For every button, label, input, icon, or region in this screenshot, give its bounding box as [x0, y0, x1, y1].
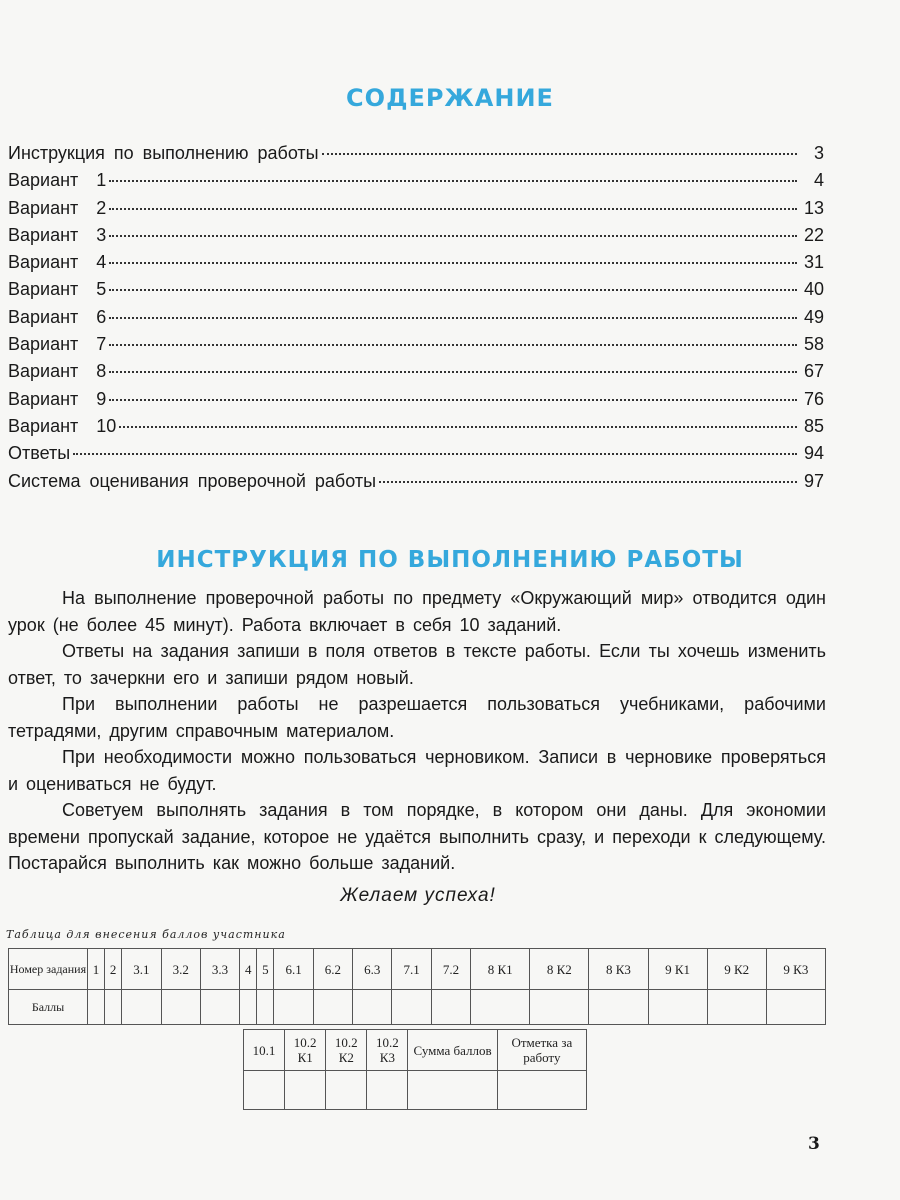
- toc-item-title: Вариант 7: [8, 334, 107, 355]
- toc-item-page: 40: [803, 279, 824, 300]
- toc-item[interactable]: [8, 440, 824, 467]
- task-number-cell: 6.2: [313, 949, 352, 990]
- toc-item-title: Вариант 8: [8, 361, 107, 382]
- instructions-body: [8, 585, 826, 877]
- score-cell[interactable]: [88, 990, 105, 1025]
- score-row: [244, 1071, 587, 1110]
- toc-item-page: 22: [803, 224, 824, 245]
- task-number-cell: 8 К3: [589, 949, 648, 990]
- toc-item[interactable]: [8, 249, 824, 276]
- score-table: [8, 948, 826, 1025]
- toc-item-title: Вариант 6: [8, 306, 107, 327]
- toc-item[interactable]: [8, 468, 824, 495]
- toc-leader-dots: [109, 344, 797, 346]
- task-number-cell: 1: [88, 949, 105, 990]
- toc-item[interactable]: [8, 386, 824, 413]
- score-cell[interactable]: [431, 990, 470, 1025]
- toc-item[interactable]: [8, 140, 824, 167]
- good-luck-text: Желаем успеха!: [340, 885, 496, 906]
- toc-item-page: 85: [803, 415, 824, 436]
- toc-leader-dots: [109, 208, 797, 210]
- score-cell[interactable]: [471, 990, 530, 1025]
- page-number: 3: [808, 1134, 820, 1154]
- score-cell[interactable]: [648, 990, 707, 1025]
- instructions-heading: ИНСТРУКЦИЯ ПО ВЫПОЛНЕНИЮ РАБОТЫ: [156, 547, 744, 573]
- task-number-cell: 6.3: [353, 949, 392, 990]
- score-cell[interactable]: [274, 990, 313, 1025]
- instruction-paragraph: Ответы на задания запиши в поля ответов в тексте работы. Если ты хочешь изменить ответ, то зачеркни его и запиши рядом новый.: [8, 641, 826, 688]
- toc-item-title: Ответы: [8, 443, 71, 464]
- toc-leader-dots: [109, 399, 797, 401]
- toc-leader-dots: [109, 371, 797, 373]
- sum-cell[interactable]: [408, 1071, 497, 1110]
- score-cell[interactable]: [313, 990, 352, 1025]
- score-cell[interactable]: [105, 990, 122, 1025]
- toc-leader-dots: [109, 262, 797, 264]
- toc-leader-dots: [109, 317, 797, 319]
- score-cell[interactable]: [240, 990, 257, 1025]
- task-number-cell: 10.1: [244, 1030, 285, 1071]
- sum-header: Сумма баллов: [408, 1030, 497, 1071]
- score-cell[interactable]: [766, 990, 825, 1025]
- toc-leader-dots: [109, 235, 797, 237]
- toc-item-title: Вариант 3: [8, 224, 107, 245]
- task-number-cell: 8 К1: [471, 949, 530, 990]
- task-number-cell: 5: [257, 949, 274, 990]
- toc-item-title: Вариант 1: [8, 170, 107, 191]
- score-cell[interactable]: [589, 990, 648, 1025]
- task-number-cell: 2: [105, 949, 122, 990]
- score-cell[interactable]: [257, 990, 274, 1025]
- toc-leader-dots: [109, 289, 797, 291]
- task-number-cell: 9 К2: [707, 949, 766, 990]
- score-cell[interactable]: [353, 990, 392, 1025]
- grade-header: Отметка за работу: [497, 1030, 586, 1071]
- score-cell[interactable]: [392, 990, 431, 1025]
- score-table-summary: [243, 1029, 587, 1110]
- toc-item-title: Вариант 2: [8, 197, 107, 218]
- toc-item[interactable]: [8, 304, 824, 331]
- score-cell[interactable]: [530, 990, 589, 1025]
- instruction-paragraph: При выполнении работы не разрешается пользоваться учебниками, рабочими тетрадями, другим справочным материалом.: [8, 694, 826, 741]
- toc-item-page: 58: [803, 334, 824, 355]
- grade-cell[interactable]: [497, 1071, 586, 1110]
- task-number-row: [244, 1030, 587, 1071]
- task-number-cell: 3.2: [161, 949, 200, 990]
- toc-item-page: 94: [803, 443, 824, 464]
- task-number-cell: 9 К3: [766, 949, 825, 990]
- task-number-cell: 7.2: [431, 949, 470, 990]
- toc-item-title: Вариант 9: [8, 388, 107, 409]
- score-cell[interactable]: [122, 990, 161, 1025]
- task-number-cell: 6.1: [274, 949, 313, 990]
- task-number-cell: 8 К2: [530, 949, 589, 990]
- task-number-cell: 10.2 К1: [285, 1030, 326, 1071]
- score-cell[interactable]: [200, 990, 239, 1025]
- toc-item-page: 49: [803, 306, 824, 327]
- toc-item-page: 31: [803, 252, 824, 273]
- toc-item[interactable]: [8, 413, 824, 440]
- toc-leader-dots: [119, 426, 797, 428]
- toc-item[interactable]: [8, 331, 824, 358]
- score-row: [9, 990, 826, 1025]
- toc-leader-dots: [322, 153, 797, 155]
- task-number-cell: 3.1: [122, 949, 161, 990]
- toc-item[interactable]: [8, 195, 824, 222]
- toc-item-page: 67: [803, 361, 824, 382]
- instruction-paragraph: На выполнение проверочной работы по предмету «Окружающий мир» отводится один урок (не более 45 минут). Работа включает в себя 10 заданий.: [8, 588, 826, 635]
- score-cell[interactable]: [367, 1071, 408, 1110]
- task-number-cell: 9 К1: [648, 949, 707, 990]
- instruction-paragraph: Советуем выполнять задания в том порядке, в котором они даны. Для экономии времени пропускай задание, которое не удаётся выполнить сразу, и переходи к следующему. Постарайся выполнить как можно больше заданий.: [8, 800, 826, 873]
- toc-item[interactable]: [8, 167, 824, 194]
- toc-item[interactable]: [8, 276, 824, 303]
- toc-item-page: 13: [803, 197, 824, 218]
- score-row-header: Баллы: [9, 990, 88, 1025]
- task-number-row: [9, 949, 826, 990]
- score-cell[interactable]: [244, 1071, 285, 1110]
- task-number-cell: 10.2 К3: [367, 1030, 408, 1071]
- toc-heading: СОДЕРЖАНИЕ: [346, 84, 554, 112]
- task-number-cell: 4: [240, 949, 257, 990]
- toc-leader-dots: [109, 180, 797, 182]
- score-cell[interactable]: [161, 990, 200, 1025]
- score-table-caption: Таблица для внесения баллов участника: [6, 928, 286, 941]
- task-number-cell: 3.3: [200, 949, 239, 990]
- toc-item-title: Вариант 4: [8, 252, 107, 273]
- toc-item-title: Вариант 5: [8, 279, 107, 300]
- score-cell[interactable]: [285, 1071, 326, 1110]
- toc-item-title: Система оценивания проверочной работы: [8, 470, 377, 491]
- toc-item[interactable]: [8, 358, 824, 385]
- toc-leader-dots: [73, 453, 797, 455]
- toc-item-page: 76: [803, 388, 824, 409]
- toc-item-title: Инструкция по выполнению работы: [8, 143, 319, 163]
- score-cell[interactable]: [707, 990, 766, 1025]
- toc-item[interactable]: [8, 222, 824, 249]
- toc-item-page: 97: [803, 470, 824, 491]
- score-cell[interactable]: [326, 1071, 367, 1110]
- instruction-paragraph: При необходимости можно пользоваться черновиком. Записи в черновике проверяться и оцениваться не будут.: [8, 747, 826, 794]
- toc-item-page: 4: [813, 170, 824, 191]
- toc-leader-dots: [379, 481, 797, 483]
- task-number-cell: 10.2 К2: [326, 1030, 367, 1071]
- task-number-header: Номер задания: [9, 949, 88, 990]
- task-number-cell: 7.1: [392, 949, 431, 990]
- toc-item-page: 3: [813, 143, 824, 163]
- toc-item-title: Вариант 10: [8, 415, 117, 436]
- toc-list: [8, 140, 824, 495]
